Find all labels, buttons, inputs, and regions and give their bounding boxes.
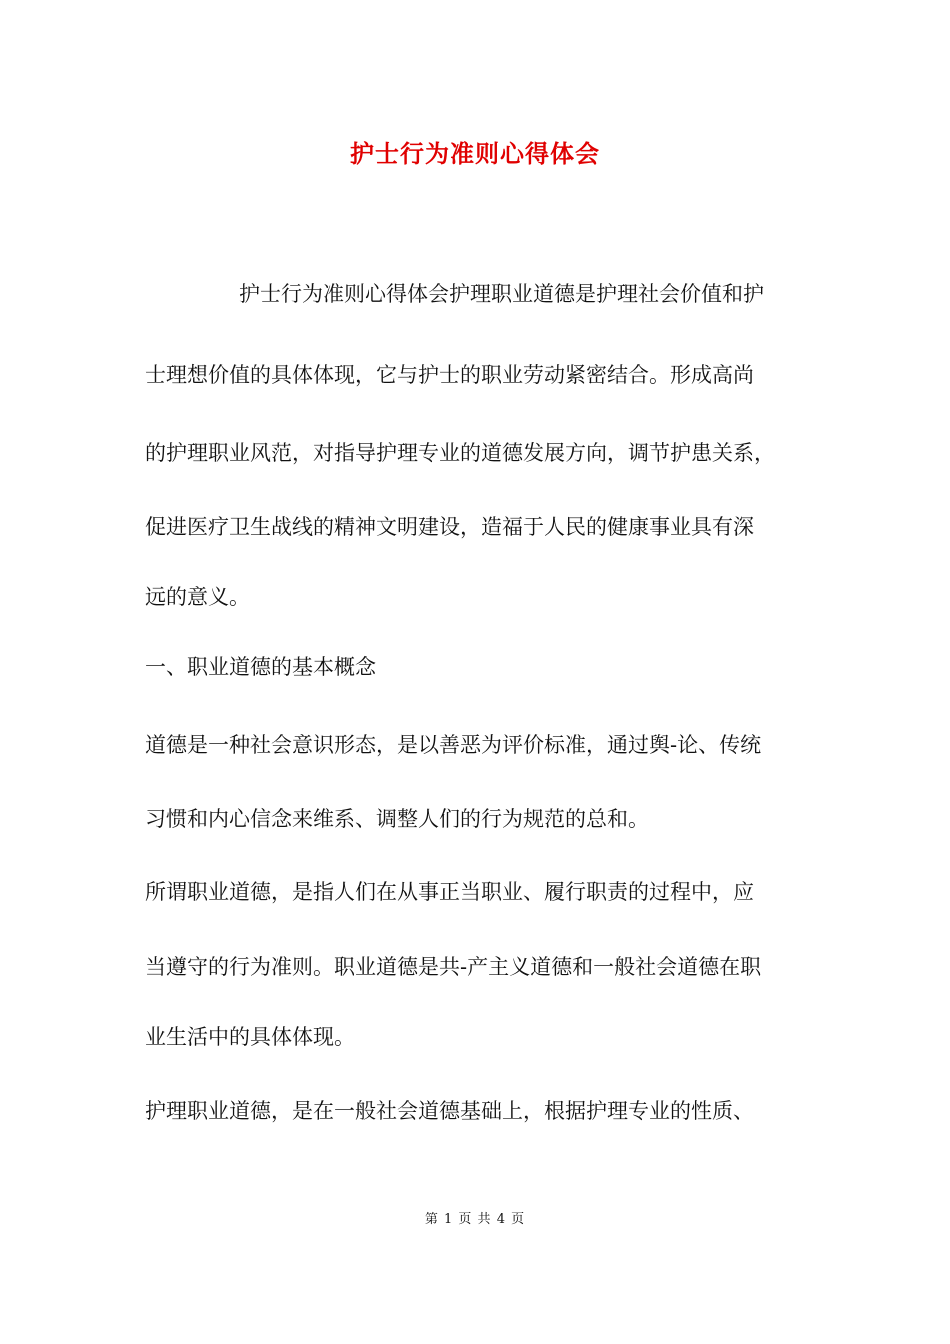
section-heading: 一、职业道德的基本概念 (145, 655, 376, 679)
body-line-12: 护理职业道德，是在一般社会道德基础上，根据护理专业的性质、 (145, 1099, 754, 1123)
document-title: 护士行为准则心得体会 (350, 139, 600, 168)
body-line-1: 护士行为准则心得体会护理职业道德是护理社会价值和护 (239, 282, 764, 306)
page-footer: 第 1 页 共 4 页 (424, 1212, 526, 1227)
body-line-2: 士理想价值的具体体现，它与护士的职业劳动紧密结合。形成高尚 (145, 363, 754, 387)
body-line-10: 当遵守的行为准则。职业道德是共-产主义道德和一般社会道德在职 (145, 955, 762, 979)
body-line-5: 远的意义。 (145, 585, 250, 609)
body-line-8: 习惯和内心信念来维系、调整人们的行为规范的总和。 (145, 807, 649, 831)
body-line-7: 道德是一种社会意识形态，是以善恶为评价标准，通过舆-论、传统 (145, 733, 762, 757)
body-line-9: 所谓职业道德，是指人们在从事正当职业、履行职责的过程中，应 (145, 880, 754, 904)
body-line-3: 的护理职业风范，对指导护理专业的道德发展方向，调节护患关系， (145, 441, 775, 465)
body-line-4: 促进医疗卫生战线的精神文明建设，造福于人民的健康事业具有深 (145, 515, 754, 539)
body-line-11: 业生活中的具体体现。 (145, 1025, 355, 1049)
